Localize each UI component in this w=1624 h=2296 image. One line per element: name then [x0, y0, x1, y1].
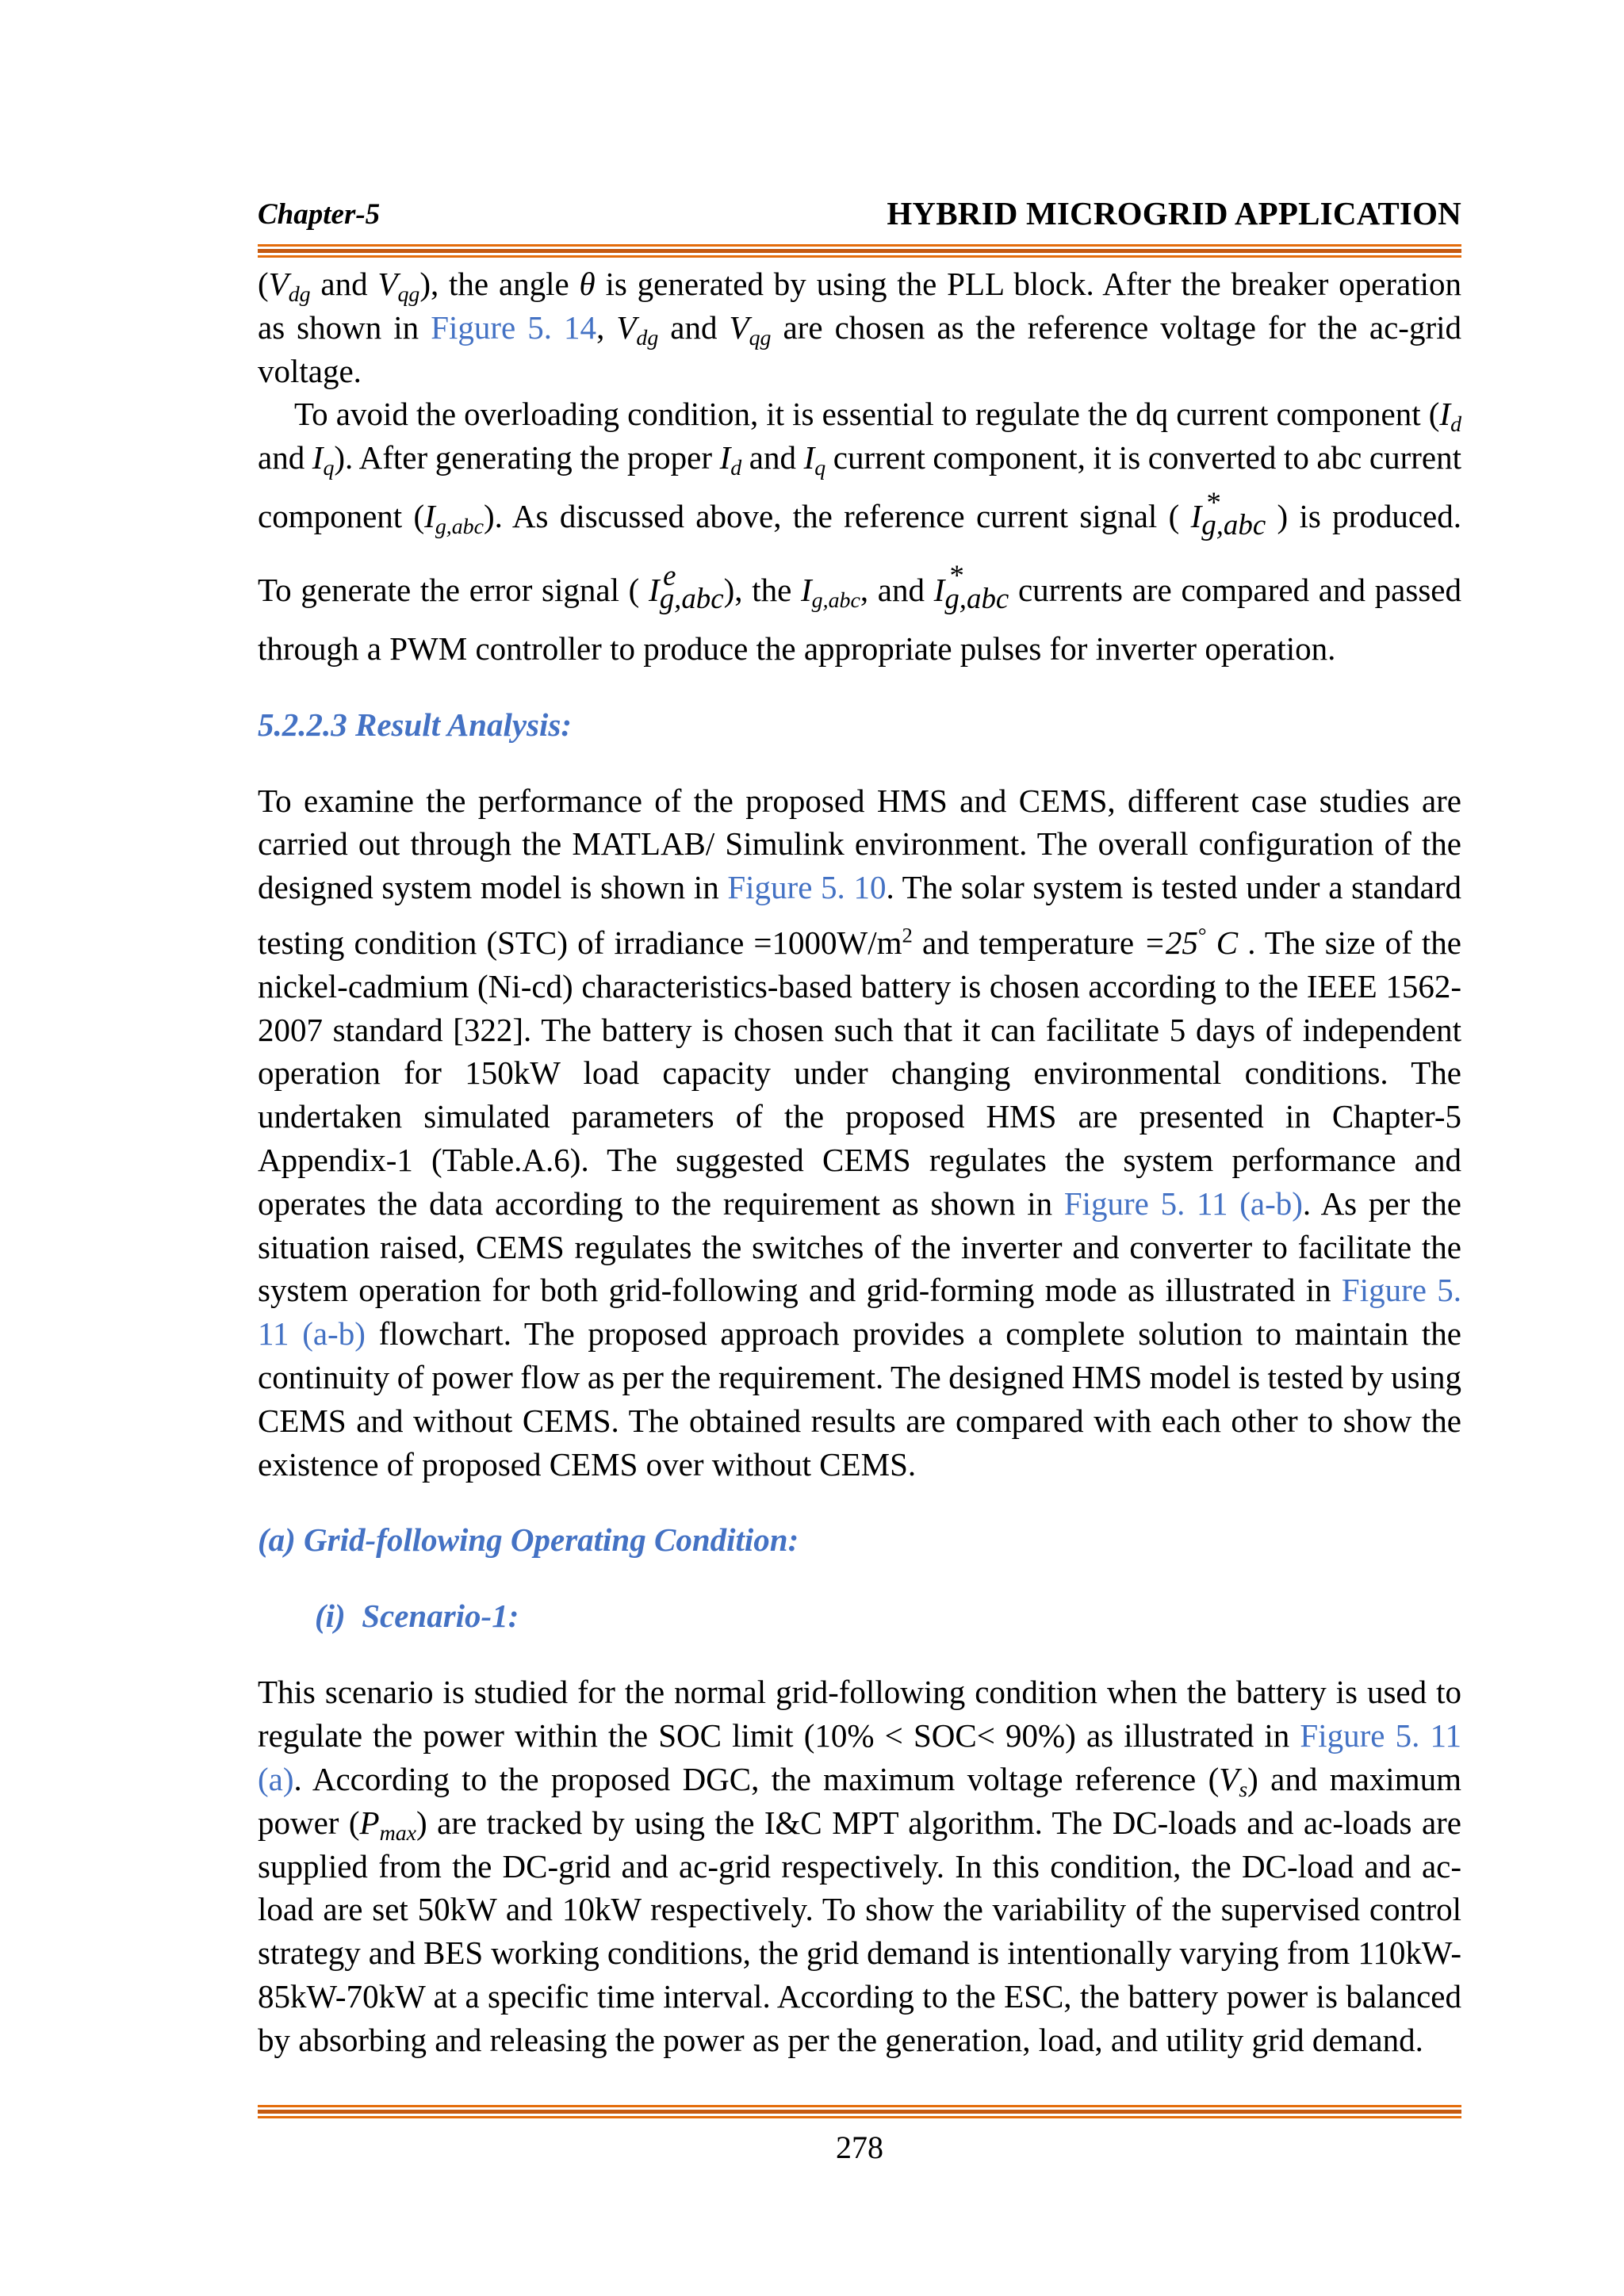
variable-subscript: qg [397, 281, 420, 307]
text-line [258, 1801, 1461, 1845]
text-run: nickel-cadmium (Ni-cd) characteristics-based battery is chosen according to the IEEE 1562- [258, 967, 1461, 1004]
line-text [258, 1402, 1461, 1439]
text-run: . The solar system is tested under a standard [886, 869, 1461, 906]
text-run: operation for 150kW load capacity under changing environmental conditions. The [258, 1054, 1461, 1092]
text-line [258, 1269, 1461, 1312]
text-run: currents are compared and passed [1009, 571, 1461, 608]
text-run: To avoid the overloading condition, it is essential to regulate the dq current component ( [294, 396, 1440, 433]
math-variable [801, 571, 860, 613]
math-variable [729, 308, 772, 350]
math-variable [268, 266, 311, 307]
chapter-title: HYBRID MICROGRID APPLICATION [887, 195, 1461, 232]
text-line [258, 1931, 1461, 1975]
text-line [258, 1095, 1461, 1138]
text-run: ) are tracked by using the I&C MPT algorithm. The DC-loads and ac-loads are [416, 1804, 1461, 1841]
variable-subscript: g,abc [659, 582, 724, 614]
math-variable [1219, 1761, 1248, 1802]
text-line [258, 1758, 1461, 1801]
line-text [258, 924, 1461, 961]
text-run: , [596, 308, 617, 346]
text-line [258, 306, 1461, 350]
text-run: Appendix-1 (Table.A.6). The suggested CEMS regulates the system performance and [258, 1141, 1461, 1178]
variable-symbol: I [933, 571, 945, 608]
page-content [258, 262, 1461, 2062]
variable-symbol: P [359, 1804, 380, 1841]
italic-text: θ [579, 266, 596, 302]
text-run: system operation for both grid-following and grid-forming mode as illustrated in [258, 1272, 1342, 1309]
text-run: ) and maximum [1247, 1761, 1461, 1798]
text-run: continuity of power flow as per the requirement. The designed HMS model is tested by using [258, 1358, 1461, 1395]
figure-reference-link[interactable]: (a) [258, 1761, 294, 1798]
header-rule [258, 244, 1461, 258]
line-text [258, 1142, 1461, 1178]
line-text [258, 968, 1461, 1004]
math-variable [424, 497, 484, 539]
line-text [258, 559, 1461, 614]
variable-superscript: * [1205, 485, 1220, 519]
text-line [258, 1670, 1461, 1714]
text-line [258, 1008, 1461, 1052]
text-line [258, 480, 1461, 553]
figure-reference-link[interactable]: Figure 5. 14 [431, 308, 597, 346]
line-text [258, 439, 1462, 480]
variable-subscript: q [323, 455, 335, 480]
line-text [258, 1674, 1461, 1710]
variable-symbol: V [268, 266, 289, 302]
text-line [258, 553, 1461, 627]
variable-symbol: I [801, 571, 812, 608]
variable-symbol: I [424, 497, 435, 534]
line-text [294, 396, 1461, 438]
variable-subscript: max [379, 1820, 417, 1846]
subsection-heading-grid-following: (a) Grid-following Operating Condition: [258, 1521, 799, 1559]
line-text [258, 1098, 1461, 1135]
text-run: ). After generating the proper [334, 439, 720, 476]
line-text [258, 1185, 1461, 1222]
text-line [258, 779, 1461, 823]
text-run: undertaken simulated parameters of the proposed HMS are presented in Chapter-5 [258, 1098, 1461, 1135]
text-line [258, 392, 1461, 436]
variable-symbol: V [729, 308, 749, 346]
variable-symbol: I [719, 439, 731, 476]
text-run: . The size of the [1238, 924, 1461, 961]
variable-subscript: g,abc [944, 582, 1009, 614]
scenario-heading: (i) Scenario-1: [315, 1598, 519, 1635]
math-variable [312, 439, 335, 480]
line-text [258, 1315, 1461, 1352]
variable-subscript: qg [749, 325, 772, 350]
variable-symbol: V [1219, 1761, 1239, 1798]
variable-symbol: I [649, 571, 660, 608]
italic-text: =25 [1143, 924, 1198, 961]
text-run: component ( [258, 497, 425, 534]
math-variable [719, 439, 742, 480]
variable-symbol: V [377, 266, 398, 302]
text-line [258, 1714, 1461, 1758]
superscript: 2 [902, 923, 913, 947]
paragraph-dq-current-control [258, 392, 1461, 670]
text-run: voltage. [258, 352, 362, 389]
line-text [258, 869, 1461, 905]
line-text [258, 353, 362, 389]
text-run: 85kW-70kW at a specific time interval. According to the ESC, the battery power is balanced [258, 1978, 1461, 2015]
variable-subscript: dg [288, 281, 311, 307]
variable-subscript: d [1450, 412, 1461, 438]
text-run: ( [258, 266, 269, 302]
text-run: designed system model is shown in [258, 869, 728, 906]
italic-text: C [1206, 924, 1239, 961]
line-text [258, 1891, 1461, 1927]
section-heading-result-analysis: 5.2.2.3 Result Analysis: [258, 706, 573, 743]
text-run: testing condition (STC) of irradiance =1000W/m [258, 924, 902, 961]
math-variable [377, 266, 420, 307]
text-run: regulate the power within the SOC limit (10% < SOC< 90%) as illustrated in [258, 1717, 1300, 1755]
text-run: and [310, 266, 378, 302]
text-run: . According to the proposed DGC, the maximum voltage reference ( [293, 1761, 1220, 1798]
line-text [258, 308, 1461, 350]
text-run: , and [860, 571, 934, 608]
text-line [258, 436, 1461, 480]
text-run: by absorbing and releasing the power as per the generation, load, and utility grid demand. [258, 2021, 1423, 2058]
text-line [258, 1888, 1461, 1931]
stacked-indices [1201, 485, 1266, 541]
variable-subscript: g,abc [435, 514, 484, 539]
text-line [258, 1399, 1461, 1443]
variable-symbol: I [803, 439, 815, 476]
text-line [258, 2019, 1461, 2062]
superscript: ° [1197, 923, 1207, 947]
stacked-indices [659, 559, 724, 614]
line-text [258, 1717, 1461, 1754]
variable-subscript: g,abc [811, 587, 860, 613]
text-run: and [741, 439, 804, 476]
text-run: power ( [258, 1804, 360, 1841]
text-line [258, 1845, 1461, 1888]
text-line [258, 627, 1461, 671]
variable-subscript: d [730, 455, 742, 480]
text-run: as shown in [258, 308, 431, 346]
chapter-label: Chapter-5 [258, 198, 381, 231]
line-text [258, 783, 1461, 819]
text-run: CEMS and without CEMS. The obtained results are compared with each other to show the [258, 1402, 1461, 1439]
text-line [258, 909, 1461, 965]
text-run: situation raised, CEMS regulates the switches of the inverter and converter to facilitate the [258, 1228, 1461, 1265]
text-run: ), the [723, 571, 802, 608]
math-variable [359, 1804, 417, 1846]
line-text [258, 825, 1461, 862]
variable-symbol: I [312, 439, 324, 476]
text-run: ), the angle [419, 266, 580, 302]
text-line [258, 1312, 1461, 1356]
math-variable [803, 439, 826, 480]
variable-symbol: I [1439, 396, 1451, 433]
text-run: . As per the [1302, 1184, 1461, 1222]
text-run: supplied from the DC-grid and ac-grid respectively. In this condition, the DC-load and ac- [258, 1847, 1461, 1885]
variable-subscript: q [814, 455, 826, 480]
paragraph-result-analysis [258, 779, 1461, 1487]
text-run: This scenario is studied for the normal grid-following condition when the battery is used to [258, 1674, 1461, 1711]
line-text [258, 1848, 1461, 1885]
variable-superscript: * [948, 559, 963, 592]
figure-reference-link[interactable]: Figure 5. 10 [727, 869, 887, 906]
variable-symbol: V [616, 308, 637, 346]
figure-reference-link[interactable]: Figure 5. 11 [1300, 1717, 1461, 1755]
figure-reference-link[interactable]: 11 (a-b) [258, 1315, 366, 1353]
figure-reference-link[interactable]: Figure 5. 11 (a-b) [1063, 1184, 1303, 1222]
text-run: flowchart. The proposed approach provides a complete solution to maintain the [365, 1315, 1461, 1353]
line-text [258, 1934, 1461, 1971]
text-line [258, 262, 1461, 306]
line-text [258, 1804, 1461, 1846]
text-line [258, 1138, 1461, 1182]
math-variable [933, 559, 1009, 614]
text-run: carried out through the MATLAB/ Simulink environment. The overall configuration of the [258, 825, 1461, 863]
text-run: are chosen as the reference voltage for the ac-grid [771, 308, 1461, 346]
footer-rule [258, 2105, 1461, 2118]
text-run: operates the data according to the requirement as shown in [258, 1184, 1064, 1222]
line-text [258, 1054, 1461, 1091]
text-run: load are set 50kW and 10kW respectively. To show the variability of the supervised control [258, 1891, 1461, 1928]
figure-reference-link[interactable]: Figure 5. [1341, 1272, 1461, 1309]
text-line [258, 1356, 1461, 1399]
text-run: ) is produced. [1266, 497, 1461, 534]
text-run: To generate the error signal ( [258, 571, 649, 608]
line-text [258, 1359, 1461, 1395]
text-run: To examine the performance of the proposed HMS and CEMS, different case studies are [258, 782, 1461, 819]
line-text [258, 485, 1461, 541]
line-text [258, 630, 1335, 667]
text-line [258, 1975, 1461, 2019]
text-line [258, 1443, 1461, 1487]
text-run: current component, it is converted to abc current [825, 439, 1462, 476]
text-run: and [258, 439, 312, 476]
text-run: and [658, 308, 730, 346]
variable-symbol: I [1190, 497, 1202, 534]
variable-subscript: s [1239, 1777, 1248, 1802]
math-variable [1439, 396, 1461, 438]
text-line [258, 1226, 1461, 1269]
text-run: through a PWM controller to produce the appropriate pulses for inverter operation. [258, 629, 1336, 667]
line-text [258, 1012, 1461, 1048]
running-header [258, 195, 1461, 235]
line-text [258, 1229, 1461, 1265]
text-line [258, 350, 1461, 393]
line-text [258, 1978, 1461, 2015]
stacked-indices [944, 559, 1009, 614]
text-line [258, 822, 1461, 866]
variable-superscript: e [663, 559, 676, 592]
text-run: existence of proposed CEMS over without CEMS. [258, 1445, 917, 1483]
page-number: 278 [836, 2130, 883, 2165]
text-run: ). As discussed above, the reference current signal ( [483, 497, 1191, 534]
text-run: and temperature [912, 924, 1144, 961]
text-line [258, 1051, 1461, 1095]
variable-subscript: dg [636, 325, 659, 350]
text-run: strategy and BES working conditions, the grid demand is intentionally varying from 110kW- [258, 1934, 1461, 1972]
text-line [258, 1182, 1461, 1226]
text-run: 2007 standard [322]. The battery is chosen such that it can facilitate 5 days of independent [258, 1011, 1461, 1048]
paragraph-scenario-1 [258, 1670, 1461, 2061]
math-variable [616, 308, 659, 350]
line-text [258, 1272, 1461, 1308]
variable-subscript: g,abc [1201, 508, 1266, 541]
text-line [258, 866, 1461, 909]
math-variable [649, 559, 724, 614]
paragraph-pll-reference [258, 262, 1461, 392]
text-line [258, 965, 1461, 1008]
math-variable [1190, 485, 1266, 541]
line-text [258, 1761, 1461, 1802]
line-text [258, 1446, 916, 1483]
line-text [258, 2022, 1423, 2058]
text-run: is generated by using the PLL block. After the breaker operation [595, 266, 1462, 302]
line-text [258, 266, 1462, 307]
